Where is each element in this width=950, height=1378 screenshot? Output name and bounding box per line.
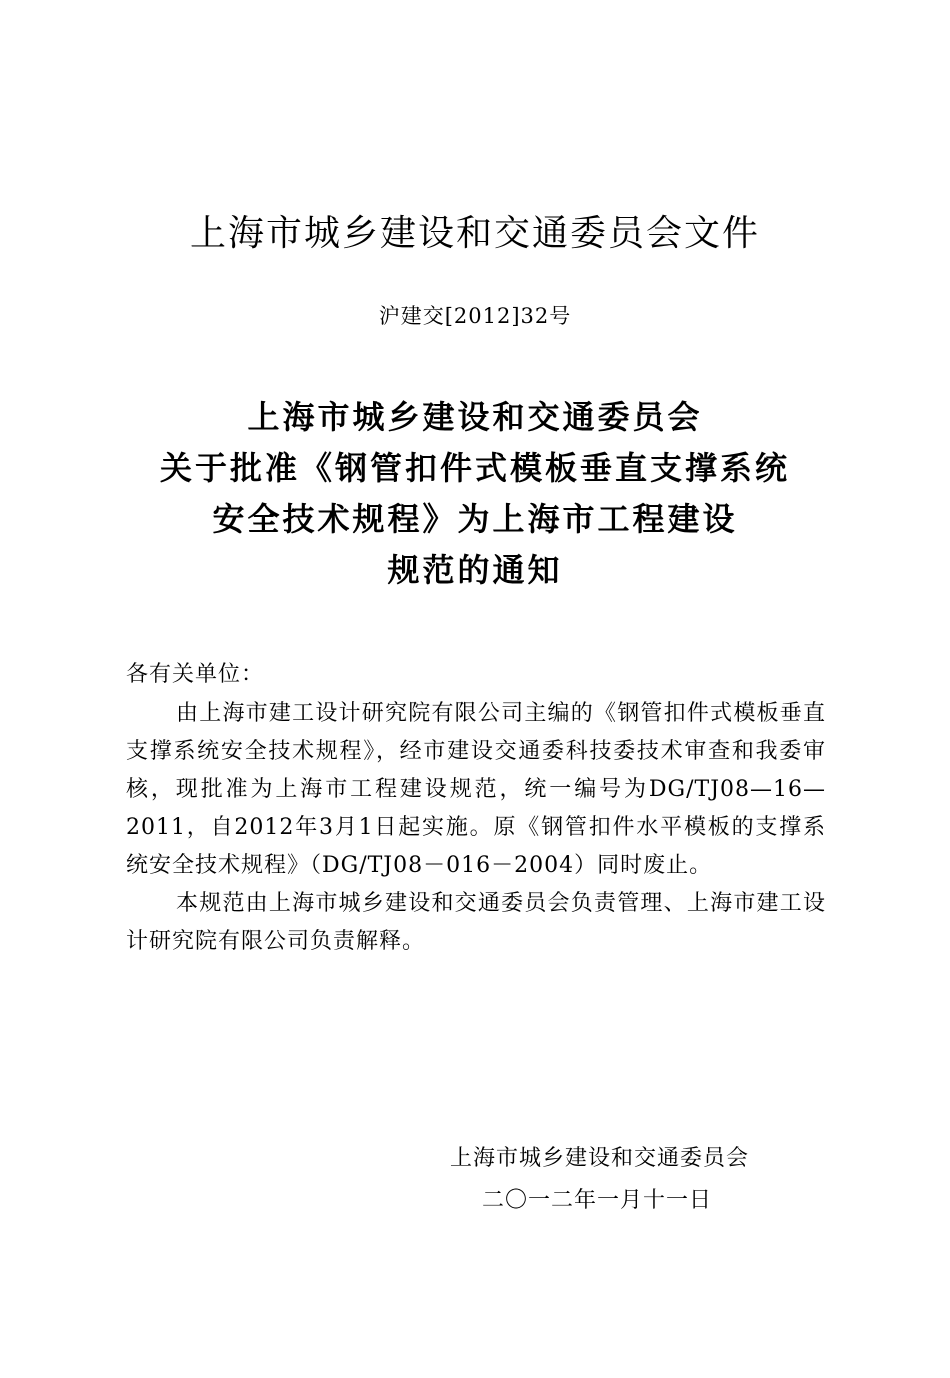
title-line: 关于批准《钢管扣件式模板垂直支撑系统 — [159, 449, 790, 487]
signature-block — [450, 1138, 749, 1222]
salutation: 各有关单位： — [126, 662, 265, 687]
notice-title — [0, 392, 950, 596]
signature-organization: 上海市城乡建设和交通委员会 — [450, 1146, 750, 1171]
title-line: 规范的通知 — [387, 551, 563, 589]
signature-date: 二〇一二年一月十一日 — [482, 1188, 713, 1213]
issuer-header: 上海市城乡建设和交通委员会文件 — [189, 213, 760, 254]
document-number: 沪建交[2012]32号 — [378, 304, 572, 328]
notice-body — [126, 655, 826, 961]
title-line: 安全技术规程》为上海市工程建设 — [212, 500, 738, 538]
body-paragraph: 本规范由上海市城乡建设和交通委员会负责管理、上海市建工设计研究院有限公司负责解释。 — [126, 891, 826, 954]
title-line: 上海市城乡建设和交通委员会 — [247, 398, 703, 436]
body-paragraph: 由上海市建工设计研究院有限公司主编的《钢管扣件式模板垂直支撑系统安全技术规程》，经市建设交通委科技委技术审查和我委审核，现批准为上海市工程建设规范，统一编号为DG/TJ08—16—2011，自2012年3月1日起实施。原《钢管扣件水平模板的支撑系统安全技术规程》（DG/TJ08－016－2004）同时废止。 — [126, 701, 826, 878]
